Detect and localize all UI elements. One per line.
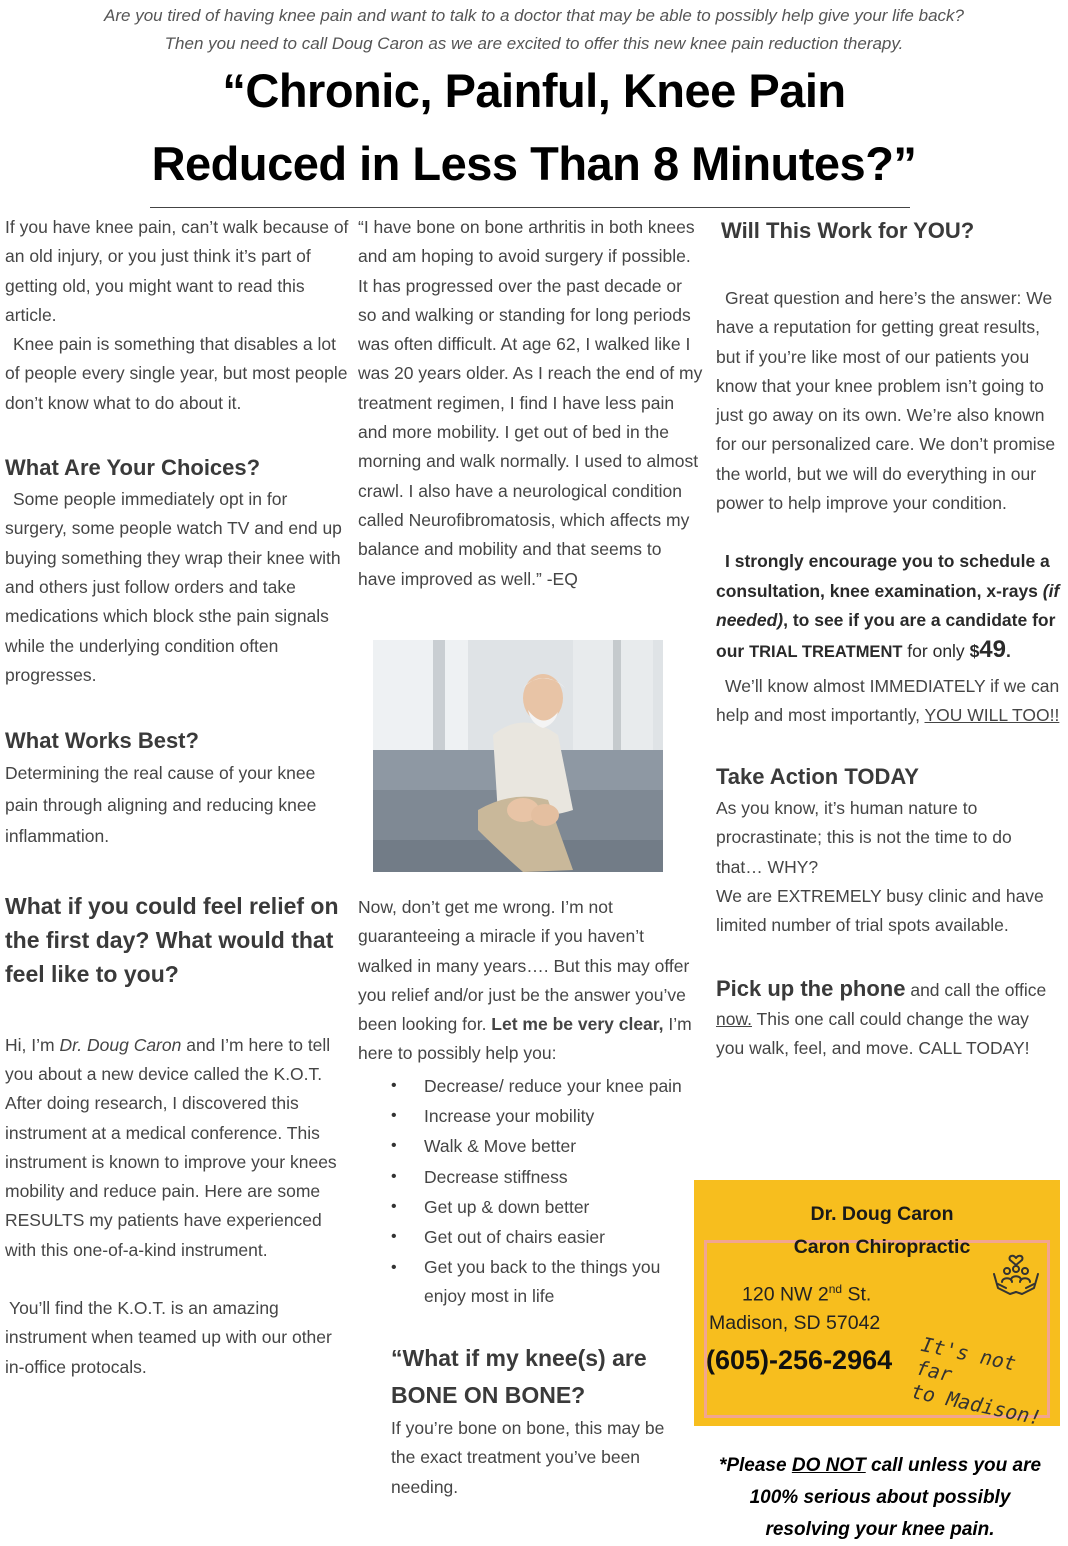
will-work-paragraph: Great question and here’s the answer: We have a reputation for getting great results, but if you’re like most of our patients you know that your knee problem isn’t going to just go away on its own. We’re also known for our personalized care. We don’t promise the world, but we will do everything in our power to help improve your condition. — [716, 288, 1056, 514]
intro-line-1: Are you tired of having knee pain and want to talk to a doctor that may be able to possibly help give your life back? — [104, 6, 964, 25]
contact-doctor: Dr. Doug Caron — [810, 1203, 954, 1225]
will-work-heading: Will This Work for YOU? — [721, 218, 975, 243]
busy-clinic-paragraph: We are EXTREMELY busy clinic and have limited number of trial spots available. — [716, 886, 1044, 936]
be-clear-bold: Let me be very clear, — [491, 1014, 664, 1035]
contact-clinic: Caron Chiropractic — [793, 1236, 971, 1258]
list-item: • Decrease stiffness — [391, 1162, 703, 1192]
testimonial-quote: “I have bone on bone arthritis in both knees and am hoping to avoid surgery if possible. It has progressed over the past decade or so and walking or standing for long periods was often difficult. At age 62, I walked like I was 20 years older. As I reach the end of my treatment regimen, I find I have less pain and more mobility. I get out of bed in the morning and walk normally. I used to almost crawl. I also have a neurological condition called Neurofibromatosis, which affects my balance and mobility and that seems to have improved as well.” -EQ — [358, 217, 703, 589]
column-right — [716, 213, 1061, 1064]
column-middle-lower — [358, 893, 703, 1311]
handwritten-note: It's not far to Madison! — [909, 1332, 1044, 1430]
intro-paragraph: If you have knee pain, can’t walk because of an old injury, or you just think it’s part of getting old, you might want to read this article. — [5, 217, 349, 325]
contact-phone[interactable]: (605)-256-2964 — [706, 1345, 893, 1375]
encourage-paragraph: I strongly encourage you to schedule a consultation, knee examination, x-rays (if needed), to see if you are a candidate for our TRIAL TREATMENT for only $49. — [716, 551, 1060, 664]
caring-hands-icon — [990, 1248, 1042, 1300]
list-item: • Get you back to the things you enjoy most in life — [391, 1253, 703, 1312]
doctor-intro-paragraph: Hi, I’m Dr. Doug Caron and I’m here to tell you about a new device called the K.O.T. After doing research, I discovered this instrument at a medical conference. This instrument is known to improve your knees mobility and reduce pain. Here are some RESULTS my patients have experienced with this one-of-a-kind instrument. — [5, 1034, 337, 1260]
pickup-paragraph: Pick up the phone and call the office now. This one call could change the way you walk, feel, and move. CALL TODAY! — [716, 975, 1047, 1059]
column-middle — [358, 213, 703, 594]
list-item: • Walk & Move better — [391, 1131, 703, 1161]
disclaimer: *Please DO NOT call unless you are 100% serious about possibly resolving your knee pain. — [718, 1455, 1042, 1540]
trial-treatment-label: TRIAL TREATMENT — [749, 643, 903, 662]
column-left — [5, 213, 350, 1382]
bone-on-bone-section — [391, 1340, 691, 1502]
no-miracle-paragraph: Now, don’t get me wrong. I’m not guaranteeing a miracle if you haven’t walked in many years…. But this may offer you relief and/or just be the answer you’ve been looking for. Let me be very clear, I’m here to possibly help you: — [358, 897, 692, 1064]
headline-divider — [150, 207, 910, 208]
benefits-list — [391, 1071, 703, 1311]
take-action-paragraph: As you know, it’s human nature to procrastinate; this is not the time to do that… WHY? — [716, 798, 1012, 877]
senior-man-knee-pain-photo — [373, 640, 663, 872]
choices-heading: What Are Your Choices? — [5, 455, 261, 481]
list-item: • Get up & down better — [391, 1192, 703, 1222]
pickup-heading: Pick up the phone — [716, 975, 906, 1001]
contact-city: Madison, SD 57042 — [709, 1312, 881, 1334]
bone-on-bone-heading: “What if my knee(s) are BONE ON BONE? — [391, 1345, 647, 1408]
kot-paragraph: You’ll find the K.O.T. is an amazing instrument when teamed up with our other in-office protocals. — [5, 1298, 332, 1377]
know-immediately-paragraph: We’ll know almost IMMEDIATELY if we can help and most importantly, YOU WILL TOO!! — [716, 675, 1060, 725]
contact-card — [694, 1180, 1060, 1430]
list-item: • Decrease/ reduce your knee pain — [391, 1071, 703, 1101]
list-item: • Get out of chairs easier — [391, 1222, 703, 1252]
headline-line-2: Reduced in Less Than 8 Minutes?” — [151, 137, 917, 190]
intro-line-2: Then you need to call Doug Caron as we are excited to offer this new knee pain reduction therapy. — [164, 34, 904, 53]
take-action-heading: Take Action TODAY — [716, 764, 919, 790]
choices-paragraph: Some people immediately opt in for surgery, some people watch TV and end up buying something they wrap their knee with and others just follow orders and take medications which block sthe pain signals while the underlying condition often progresses. — [5, 489, 342, 685]
works-paragraph: Determining the real cause of your knee pain through aligning and reducing knee inflammation. — [5, 763, 317, 847]
doctor-name: Dr. Doug Caron — [59, 1034, 182, 1055]
trial-price: 49 — [979, 636, 1006, 664]
contact-address: 120 NW 2nd St. — [742, 1282, 872, 1306]
relief-heading: What if you could feel relief on the first day? What would that feel like to you? — [5, 892, 339, 987]
photo-illustration — [373, 640, 663, 872]
list-item: • Increase your mobility — [391, 1101, 703, 1131]
headline-line-1: “Chronic, Painful, Knee Pain — [222, 64, 846, 117]
you-will-too-underlined: YOU WILL TOO!! — [924, 704, 1060, 725]
works-heading: What Works Best? — [5, 728, 199, 754]
knee-pain-paragraph: Knee pain is something that disables a lot of people every single year, but most people don’t know what to do about it. — [5, 334, 348, 413]
bone-on-bone-paragraph: If you’re bone on bone, this may be the exact treatment you’ve been needing. — [391, 1418, 665, 1497]
